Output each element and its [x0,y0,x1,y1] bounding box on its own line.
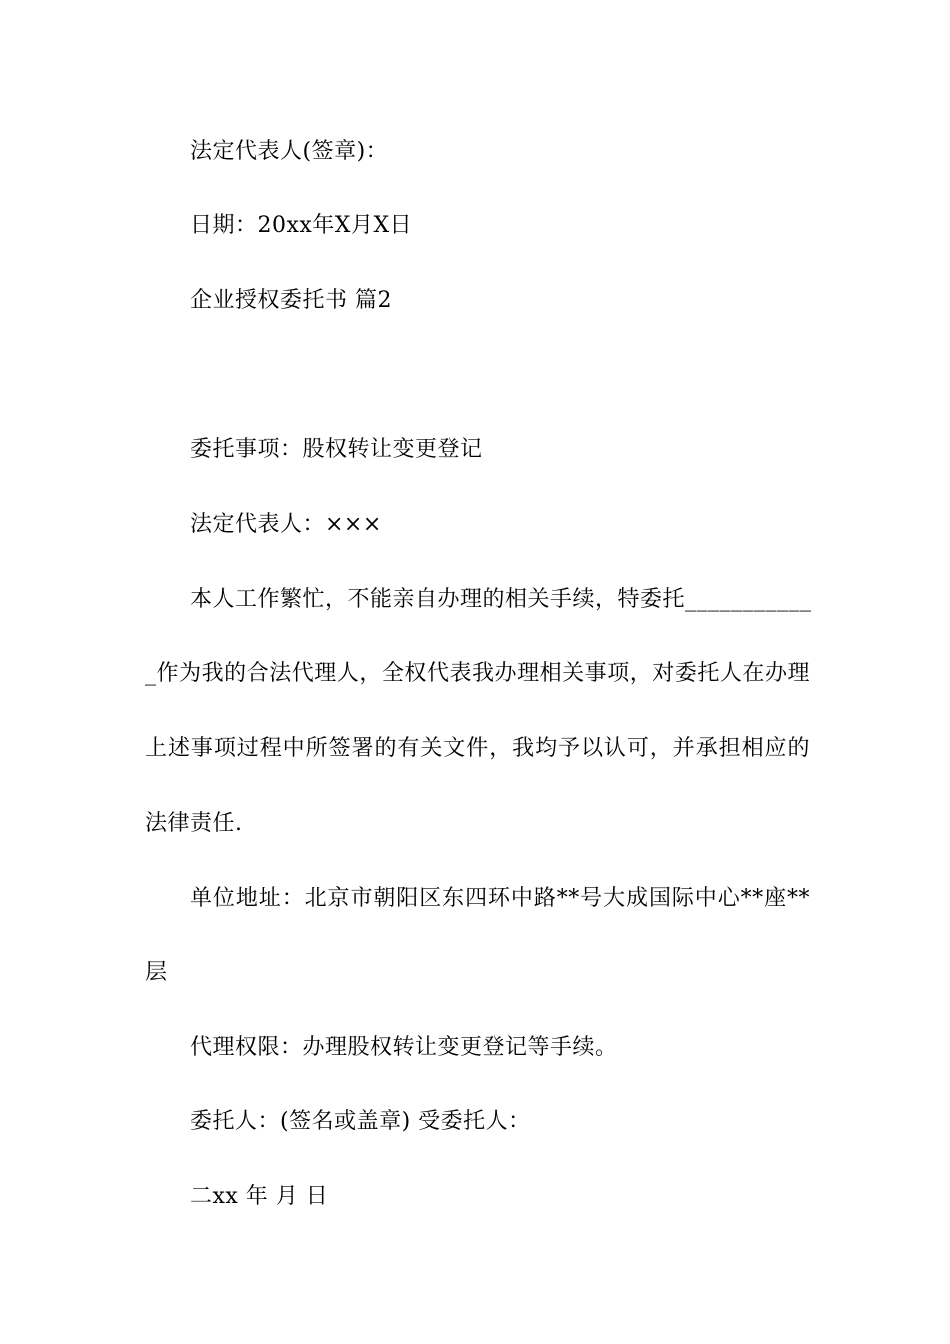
address-line-2: 层 [145,960,168,985]
closing-date-line: 二xx 年 月 日 [190,1184,329,1209]
entrusted-matter-line: 委托事项：股权转让变更登记 [190,437,483,462]
body-paragraph-line-3: 上述事项过程中所签署的有关文件，我均予以认可，并承担相应的 [145,736,810,761]
signatories-line: 委托人：(签名或盖章) 受委托人： [190,1109,531,1134]
address-line-1: 单位地址：北京市朝阳区东四环中路**号大成国际中心**座** [190,886,810,911]
body-paragraph-line-1: 本人工作繁忙，不能亲自办理的相关手续，特委托___________ [190,587,812,612]
legal-rep-line: 法定代表人：××× [190,512,382,537]
date-line: 日期：20xx年X月X日 [190,213,413,238]
body-paragraph-line-4: 法律责任. [145,811,243,836]
legal-rep-signature-line: 法定代表人(签章)： [190,139,389,164]
authority-scope-line: 代理权限：办理股权转让变更登记等手续。 [190,1035,618,1060]
section-heading: 企业授权委托书 篇2 [190,288,392,313]
body-paragraph-line-2: _作为我的合法代理人，全权代表我办理相关事项，对委托人在办理 [145,661,810,686]
